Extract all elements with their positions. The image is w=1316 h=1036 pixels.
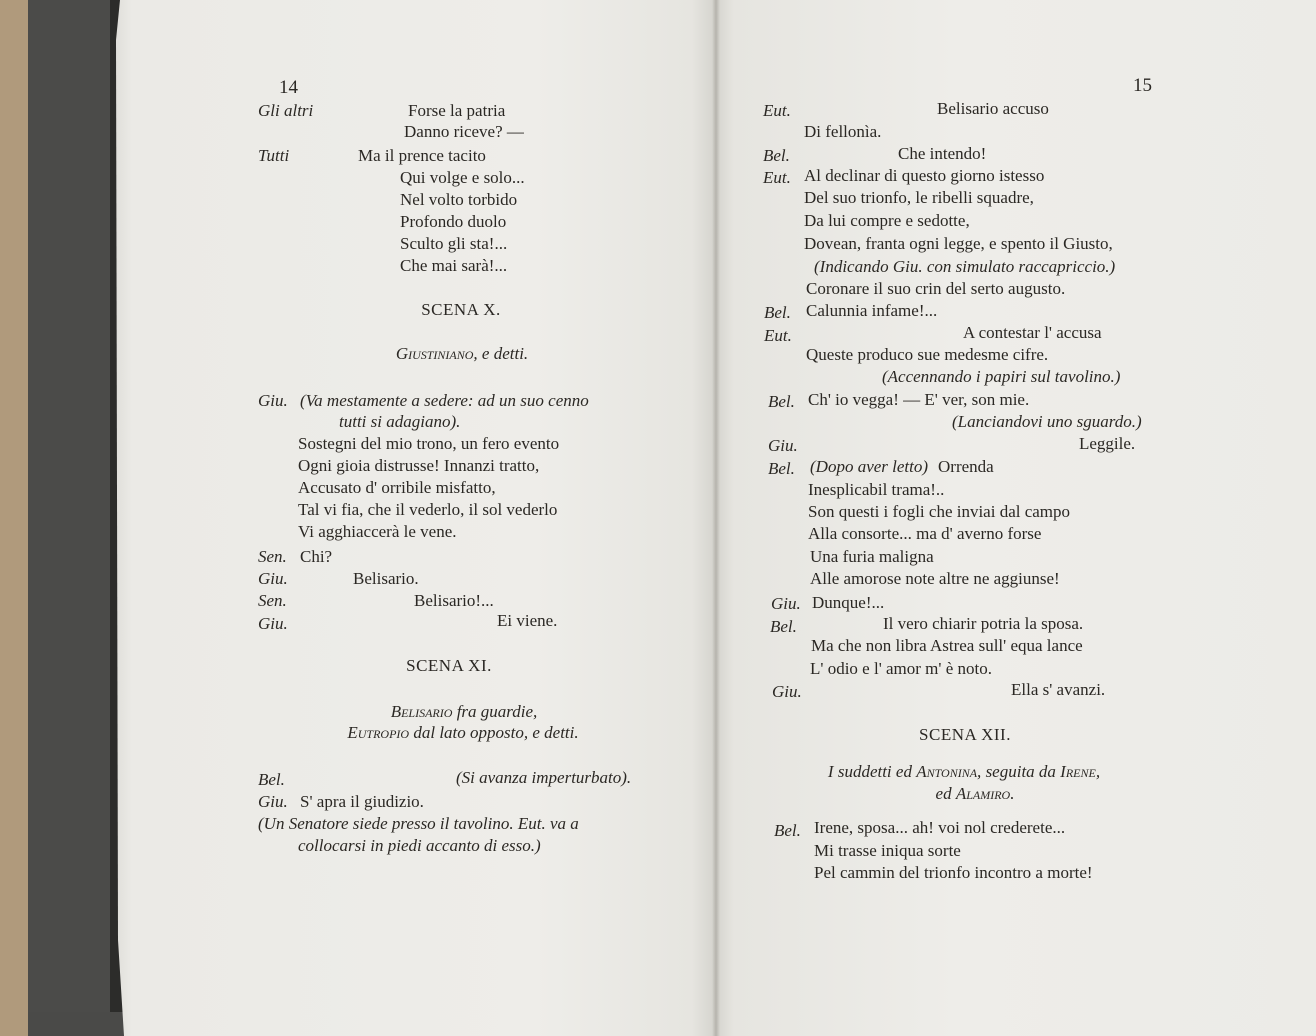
speaker-label: Giu.	[768, 436, 798, 455]
character-rest: I suddetti ed	[827, 762, 912, 781]
stage-direction: (Si avanza imperturbato).	[456, 768, 632, 787]
speaker-label: Gli altri	[258, 101, 314, 120]
stage-direction: tutti si adagiano).	[339, 412, 461, 431]
speaker-label: Bel.	[258, 770, 285, 789]
verse-line: Tal vi fia, che il vederlo, il sol vederlo	[298, 500, 558, 519]
verse-line: Inesplicabil trama!..	[808, 480, 945, 499]
speaker-label: Giu.	[772, 682, 802, 701]
stage-direction: (Un Senatore siede presso il tavolino. Eut. va a	[258, 814, 579, 833]
verse-line: Leggile.	[1079, 434, 1136, 453]
stage-direction: (Lanciandovi uno sguardo.)	[952, 412, 1142, 431]
verse-line: Nel volto torbido	[400, 190, 518, 209]
verse-line: Danno riceve? —	[404, 122, 524, 141]
scene-heading: SCENA XII.	[919, 725, 1011, 744]
scene-characters	[828, 762, 1100, 782]
verse-line: Coronare il suo crin del serto augusto.	[806, 279, 1066, 298]
verse-line: S' apra il giudizio.	[300, 792, 424, 811]
verse-line: Una furia maligna	[810, 547, 934, 566]
character-rest: ed	[935, 784, 952, 803]
verse-line: Belisario.	[353, 569, 419, 588]
speaker-label: Eut.	[763, 101, 791, 120]
speaker-label: Giu.	[258, 614, 288, 633]
speaker-label: Bel.	[768, 392, 795, 411]
stage-direction: (Va mestamente a sedere: ad un suo cenno	[300, 391, 589, 410]
verse-line: Ei viene.	[497, 611, 558, 630]
character-name: Belisario	[390, 702, 453, 721]
verse-line: Irene, sposa... ah! voi nol crederete...	[814, 818, 1066, 837]
verse-line: Queste produco sue medesme cifre.	[806, 345, 1049, 364]
speaker-label: Sen.	[258, 591, 287, 610]
verse-line: Qui volge e solo...	[400, 168, 525, 187]
verse-line: Profondo duolo	[400, 212, 507, 231]
verse-line: Che intendo!	[898, 144, 987, 163]
verse-line: Al declinar di questo giorno istesso	[804, 166, 1045, 185]
verse-line: Ma il prence tacito	[358, 146, 486, 165]
speaker-label: Giu.	[258, 792, 288, 811]
character-rest: fra guardie,	[456, 702, 538, 721]
stage-direction: (Accennando i papiri sul tavolino.)	[882, 367, 1121, 386]
scene-heading: SCENA X.	[421, 300, 501, 319]
page-number: 15	[1133, 75, 1152, 96]
verse-line: Pel cammin del trionfo incontro a morte!	[814, 863, 1093, 882]
verse-line: Ma che non libra Astrea sull' equa lance	[811, 636, 1083, 655]
speaker-label: Giu.	[258, 569, 288, 588]
verse-line: Vi agghiaccerà le vene.	[298, 522, 457, 541]
verse-line: Alla consorte... ma d' averno forse	[808, 524, 1042, 543]
character-name: Irene,	[1060, 762, 1101, 781]
verse-line: Accusato d' orribile misfatto,	[298, 478, 496, 497]
speaker-label: Bel.	[763, 146, 790, 165]
character-name: Antonina,	[916, 762, 982, 781]
stage-direction: (Dopo aver letto)	[810, 457, 929, 476]
speaker-label: Bel.	[770, 617, 797, 636]
verse-line: Dunque!...	[812, 593, 885, 612]
verse-line: Che mai sarà!...	[400, 256, 508, 275]
speaker-label: Giu.	[771, 594, 801, 613]
verse-line: Ella s' avanzi.	[1011, 680, 1106, 699]
verse-line: Il vero chiarir potria la sposa.	[883, 614, 1084, 633]
verse-line: A contestar l' accusa	[963, 323, 1102, 342]
verse-line: Dovean, franta ogni legge, e spento il Giusto,	[804, 234, 1113, 253]
verse-line: Di fellonìa.	[804, 122, 882, 141]
speaker-label: Eut.	[763, 168, 791, 187]
speaker-label: Bel.	[774, 821, 801, 840]
verse-line: Belisario!...	[414, 591, 494, 610]
character-name: Alamiro.	[955, 784, 1015, 803]
verse-line: Mi trasse iniqua sorte	[814, 841, 961, 860]
speaker-label: Sen.	[258, 547, 287, 566]
scene-heading: SCENA XI.	[406, 656, 492, 675]
speaker-label: Eut.	[764, 326, 792, 345]
page-number: 14	[279, 77, 298, 98]
speaker-label: Bel.	[764, 303, 791, 322]
verse-line: Del suo trionfo, le ribelli squadre,	[804, 188, 1034, 207]
speaker-label: Bel.	[768, 459, 795, 478]
verse-line: Sculto gli sta!...	[400, 234, 508, 253]
speaker-label: Giu.	[258, 391, 288, 410]
character-rest: seguita da	[985, 762, 1056, 781]
verse-line: Sostegni del mio trono, un fero evento	[298, 434, 560, 453]
verse-line: Ch' io vegga! — E' ver, son mie.	[808, 390, 1030, 409]
verse-line: Son questi i fogli che inviai dal campo	[808, 502, 1071, 521]
verse-line: Ogni gioia distrusse! Innanzi tratto,	[298, 456, 540, 475]
verse-line: Forse la patria	[408, 101, 506, 120]
speaker-label: Tutti	[258, 146, 290, 165]
verse-line: Calunnia infame!...	[806, 301, 938, 320]
verse-line: Orrenda	[938, 457, 994, 476]
verse-line: Belisario accuso	[937, 99, 1049, 118]
character-rest: dal lato opposto, e detti.	[413, 723, 579, 742]
stage-direction: (Indicando Giu. con simulato raccapriccio.)	[814, 257, 1116, 276]
scene-characters	[936, 784, 1015, 804]
verse-line: Chi?	[300, 547, 333, 566]
verse-line: L' odio e l' amor m' è noto.	[810, 659, 992, 678]
character-name: Giustiniano,	[395, 344, 478, 363]
verse-line: Da lui compre e sedotte,	[804, 211, 970, 230]
stage-direction: collocarsi in piedi accanto di esso.)	[298, 836, 541, 855]
character-name: Eutropio	[347, 723, 410, 742]
verse-line: Alle amorose note altre ne aggiunse!	[810, 569, 1060, 588]
character-rest: e detti.	[481, 344, 529, 363]
